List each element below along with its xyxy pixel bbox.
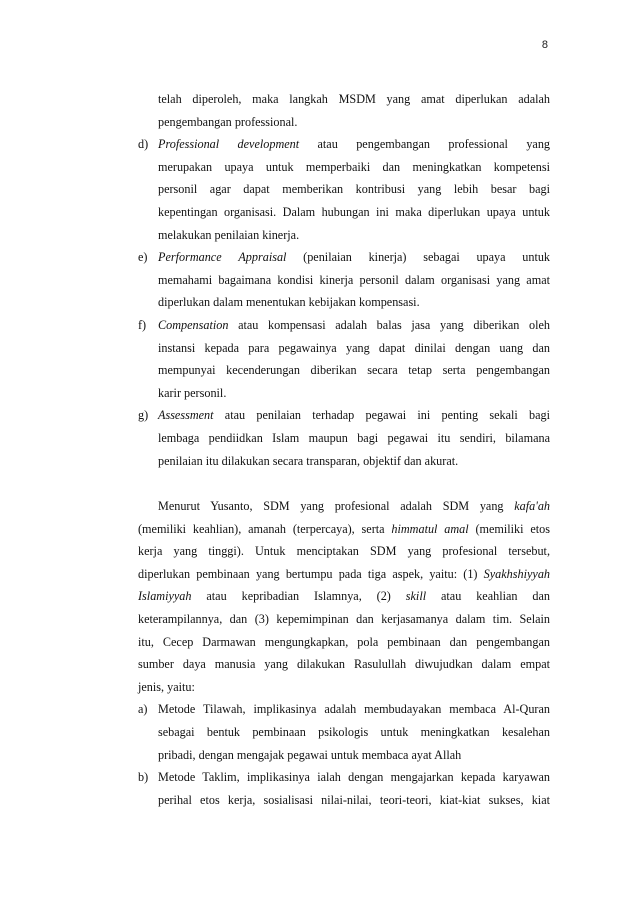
text-segment: (penilaian kinerja) sebagai upaya untuk (303, 250, 551, 265)
text-line: lembaga pendiidkan Islam maupun bagi pegawai itu sendiri, bilamana (158, 430, 550, 445)
continued-list-item (138, 88, 550, 133)
text-line (138, 563, 550, 586)
text-segment: Menurut Yusanto, SDM yang profesional adalah SDM yang (158, 499, 504, 514)
text-segment: atau (317, 137, 338, 152)
text-segment: (memiliki keahlian), amanah (terpercaya), serta (138, 521, 385, 536)
italic-term: Appraisal (238, 250, 287, 265)
list-item-b (138, 766, 550, 811)
text-line: Metode Tilawah, implikasinya adalah membudayakan membaca Al-Quran (158, 702, 550, 717)
paragraph-yusanto (138, 495, 550, 698)
text-line (158, 133, 550, 156)
list-item-f (138, 314, 550, 404)
text-line (158, 246, 550, 269)
list-rasulullah-methods (138, 698, 550, 811)
italic-term: Compensation (158, 317, 229, 332)
text-line: merupakan upaya untuk memperbaiki dan meningkatkan kompetensi (158, 159, 550, 174)
page-number: 8 (541, 39, 548, 51)
italic-term: development (237, 137, 300, 152)
list-item-a (138, 698, 550, 766)
list-marker: g) (138, 408, 149, 423)
italic-term: kafa'ah (514, 499, 551, 514)
text-segment: atau penilaian terhadap pegawai ini penting sekali bagi (224, 408, 550, 423)
text-segment: professional (448, 137, 508, 152)
text-line (138, 585, 550, 608)
list-marker: e) (138, 250, 148, 265)
text-segment: (memiliki etos (475, 521, 550, 536)
text-line: personil agar dapat memberikan kontribusi yang lebih besar bagi (158, 182, 550, 197)
text-line (158, 404, 550, 427)
italic-term: skill (405, 589, 427, 604)
text-line (138, 518, 550, 541)
italic-term: himmatul amal (391, 521, 469, 536)
italic-term: Assessment (158, 408, 214, 423)
text-line: penilaian itu dilakukan secara transparan, objektif dan akurat. (158, 453, 459, 468)
italic-term: Professional (158, 137, 220, 152)
text-line: kepentingan organisasi. Dalam hubungan ini maka diperlukan upaya untuk (158, 204, 550, 219)
text-line: diperlukan dalam menentukan kebijakan kompensasi. (158, 295, 420, 310)
list-marker: f) (138, 317, 147, 332)
text-line: sebagai bentuk pembinaan psikologis untuk meningkatkan kesalehan (158, 725, 550, 740)
text-segment: pengembangan (356, 137, 430, 152)
italic-term: Islamiyyah (138, 589, 192, 604)
list-item-g (138, 404, 550, 472)
italic-term: Syakhshiyyah (483, 566, 551, 581)
list-msdm-steps (138, 133, 550, 472)
text-segment: atau keahlian dan (441, 589, 550, 604)
text-segment: atau kompensasi adalah balas jasa yang diberikan oleh (238, 317, 550, 332)
text-segment: atau kepribadian Islamnya, (2) (206, 589, 391, 604)
italic-term: Performance (158, 250, 222, 265)
text-line: perihal etos kerja, sosialisasi nilai-nilai, teori-teori, kiat-kiat sukses, kiat (158, 792, 550, 807)
list-marker: a) (138, 702, 148, 717)
list-marker: d) (138, 137, 149, 152)
text-line: mempunyai kecenderungan diberikan secara tetap serta pengembangan (158, 363, 550, 378)
text-line: keterampilannya, dan (3) kepemimpinan dan kerjasamanya dalam tim. Selain (138, 612, 550, 627)
paragraph-gap (138, 472, 550, 495)
page-content (138, 88, 550, 811)
text-line: memahami bagaimana kondisi kinerja personil dalam organisasi yang amat (158, 272, 550, 287)
text-line: pribadi, dengan mengajak pegawai untuk membaca ayat Allah (158, 747, 462, 762)
text-line: itu, Cecep Darmawan mengungkapkan, pola pembinaan dan pengembangan (138, 634, 550, 649)
list-item-d (138, 133, 550, 246)
text-segment: yang (526, 137, 551, 152)
text-line: melakukan penilaian kinerja. (158, 227, 300, 242)
text-line (138, 495, 550, 518)
text-line: karir personil. (158, 385, 227, 400)
text-line: instansi kepada para pegawainya yang dapat dinilai dengan uang dan (158, 340, 550, 355)
text-segment: diperlukan pembinaan yang bertumpu pada tiga aspek, yaitu: (1) (138, 566, 478, 581)
text-line: telah diperoleh, maka langkah MSDM yang amat diperlukan adalah (158, 92, 550, 106)
text-line: jenis, yaitu: (138, 679, 195, 694)
text-line: sumber daya manusia yang dilakukan Rasulullah diwujudkan dalam empat (138, 657, 550, 672)
text-line: pengembangan professional. (158, 114, 298, 129)
list-marker: b) (138, 770, 149, 785)
text-line: kerja yang tinggi). Untuk menciptakan SDM yang profesional tersebut, (138, 544, 550, 559)
text-line (158, 314, 550, 337)
text-line: Metode Taklim, implikasinya ialah dengan mengajarkan kepada karyawan (158, 770, 550, 785)
list-item-e (138, 246, 550, 314)
